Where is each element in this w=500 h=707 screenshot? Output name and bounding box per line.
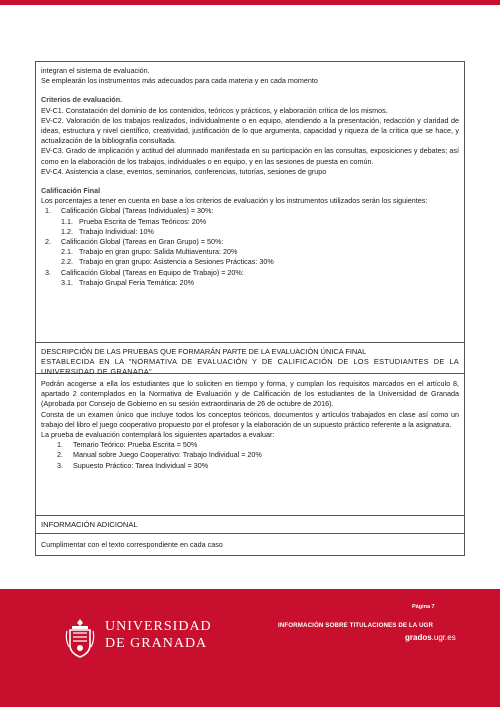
single-evaluation-body — [35, 374, 465, 516]
list-item: 2. Calificación Global (Tareas en Gran Grupo) = 50%: — [45, 237, 224, 247]
single-evaluation-list — [41, 440, 459, 471]
additional-info-title-box — [35, 516, 465, 534]
single-evaluation-title-box — [35, 343, 465, 374]
footer-band — [0, 589, 500, 707]
university-name-line2: DE GRANADA — [105, 636, 208, 651]
list-item: 3. Calificación Global (Tareas en Equipo de Trabajo) = 20%: — [45, 267, 244, 277]
evaluation-criteria-section — [35, 61, 465, 343]
criterion-ev-c4: EV-C4. Asistencia a clase, eventos, seminarios, conferencias, tutorías, sesiones de grupo — [41, 166, 327, 176]
university-name-line1: UNIVERSIDAD — [105, 619, 212, 634]
top-accent-bar — [0, 0, 500, 5]
intro-line-1: integran el sistema de evaluación. — [41, 66, 150, 75]
single-evaluation-paragraph-2: Consta de un examen único que incluye todos los conceptos teóricos, documentos y artículos trabajados en clase así como un trabajo del libro el juego cooperativo propuesto por el profesor y la elaboración de un supuesto práctico referente a la asignatura. — [41, 409, 459, 429]
grading-intro: Los porcentajes a tener en cuenta en base a los criterios de evaluación y los instrumentos utilizados serán los siguientes: — [41, 196, 428, 206]
criteria-heading: Criterios de evaluación. — [41, 95, 123, 105]
single-evaluation-title-line2: ESTABLECIDA EN LA "NORMATIVA DE EVALUACIÓN Y DE CALIFICACIÓN DE LOS ESTUDIANTES DE LA UNIVERSIDAD DE GRANADA" — [41, 357, 459, 376]
list-item: 1.1. Prueba Escrita de Temas Teóricos: 20% — [61, 216, 207, 226]
additional-info-title: INFORMACIÓN ADICIONAL — [41, 520, 138, 529]
degree-info-heading: INFORMACIÓN SOBRE TITULACIONES DE LA UGR — [278, 622, 434, 629]
list-item: 1. Temario Teórico: Prueba Escrita = 50% — [57, 440, 198, 450]
grading-heading: Calificación Final — [41, 186, 101, 196]
intro-line-2: Se emplearán los instrumentos más adecuados para cada materia y en cada momento — [41, 76, 318, 86]
list-item: 2.1. Trabajo en gran grupo: Salida Multiaventura: 20% — [61, 247, 238, 257]
list-item: 1.2. Trabajo Individual: 10% — [61, 226, 154, 236]
list-item: 3.1. Trabajo Grupal Feria Temática: 20% — [61, 277, 195, 287]
additional-info-text: Cumplimentar con el texto correspondiente en cada caso — [41, 540, 223, 549]
single-evaluation-paragraph-3: La prueba de evaluación contemplará los siguientes apartados a evaluar: — [41, 430, 275, 440]
website-bold-part: grados — [405, 633, 432, 642]
single-evaluation-paragraph-1: Podrán acogerse a ella los estudiantes que lo soliciten en tiempo y forma, y cumplan los requisitos marcados en el artículo 8, apartado 2 contemplados en la Normativa de Evaluación y de Calificación de los estudiantes de la Universidad de Granada (Aprobada por Consejo de Gobierno en su sesión extraordinaria de 26 de octubre de 2016). — [41, 379, 459, 409]
criterion-ev-c1: EV-C1. Constatación del dominio de los contenidos, teóricos y prácticos, y elaboración crítica de los mismos. — [41, 105, 388, 115]
university-logo — [65, 617, 215, 661]
list-item: 1. Calificación Global (Tareas Individuales) = 30%: — [45, 206, 214, 216]
grading-list — [41, 206, 459, 288]
list-item: 2.2. Trabajo en gran grupo: Asistencia a Sesiones Prácticas: 30% — [61, 257, 274, 267]
criterion-ev-c2: EV-C2. Valoración de los trabajos realizados, individualmente o en equipo, atendiendo a la presentación, redacción y claridad de ideas, estructura y nivel científico, creatividad, justificación de lo que argumenta, capacidad y riqueza de la crítica que se hace, y actualización de la bibliografía consultada. — [41, 115, 459, 146]
website-link[interactable] — [405, 633, 456, 642]
list-item: 2. Manual sobre Juego Cooperativo: Trabajo Individual = 20% — [57, 450, 262, 460]
website-rest-part: .ugr.es — [431, 633, 456, 642]
university-crest-icon — [65, 617, 95, 659]
single-evaluation-title-line1: DESCRIPCIÓN DE LAS PRUEBAS QUE FORMARÁN PARTE DE LA EVALUACIÓN ÚNICA FINAL — [41, 347, 367, 356]
list-item: 3. Supuesto Práctico: Tarea Individual = 30% — [57, 460, 209, 470]
page-number: Página 7 — [412, 604, 435, 610]
criterion-ev-c3: EV-C3. Grado de implicación y actitud del alumnado manifestada en su participación en las consultas, exposiciones y debates; así como en la elaboración de los trabajos, individuales o en equipo, y en las sesiones de puesta en común. — [41, 146, 459, 166]
additional-info-body — [35, 534, 465, 556]
